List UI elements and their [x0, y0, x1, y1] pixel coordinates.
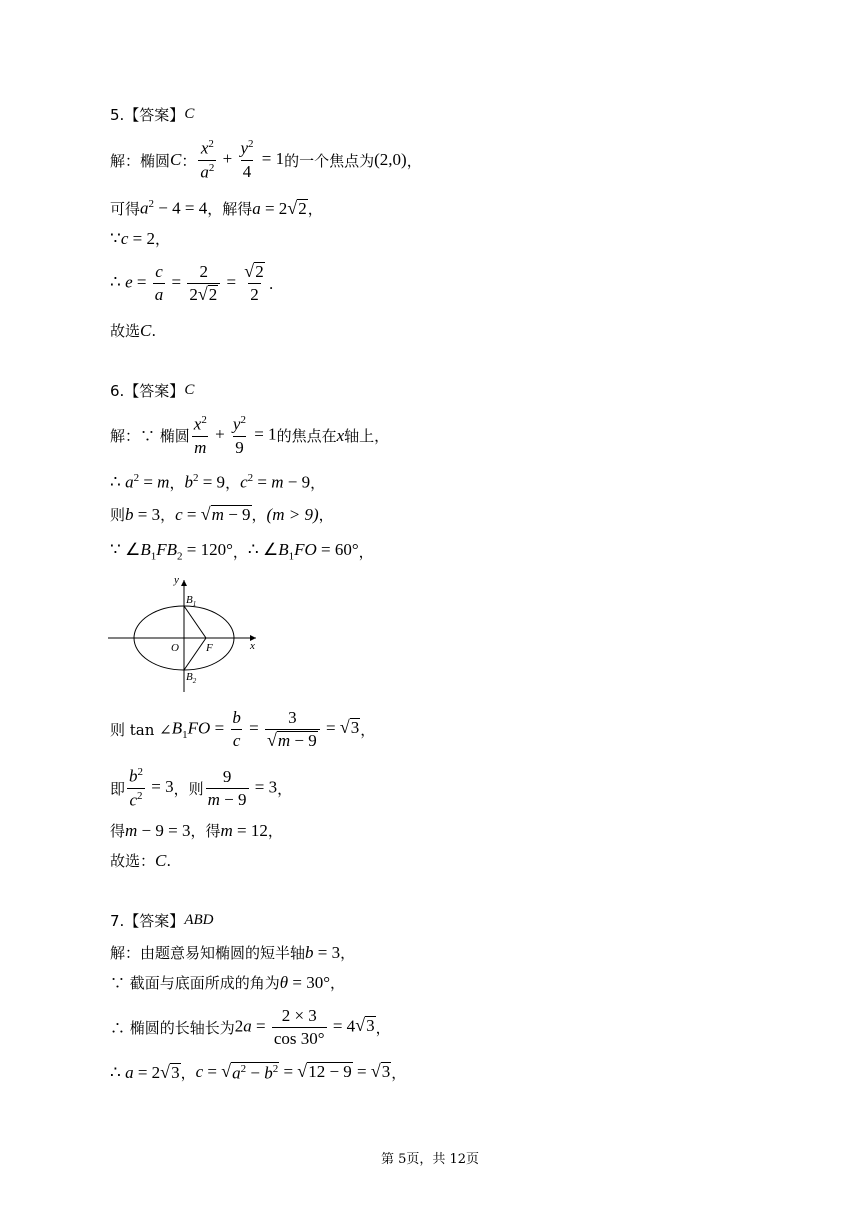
answer-value: C: [184, 382, 195, 398]
text: ，则: [173, 779, 204, 798]
condition: (m > 9): [266, 504, 319, 524]
answer-value: C: [184, 106, 195, 122]
q7-line-1: [110, 942, 355, 963]
q7-heading: [110, 910, 213, 931]
focus-label: F: [206, 642, 213, 654]
choice: C: [140, 320, 152, 340]
answer-label: 5.【答案】: [110, 106, 185, 124]
q5-heading: [110, 104, 194, 125]
answer-label: 6.【答案】: [110, 382, 185, 400]
text: ，: [307, 200, 323, 218]
equation: $\frac{9}{m - 9}$ = 3: [207, 766, 278, 809]
text: 则 tan ∠: [110, 721, 172, 739]
equation: ∵c = 2: [110, 228, 155, 248]
equation: m − 9 = 3: [125, 820, 191, 840]
choice: C: [155, 850, 167, 870]
text: 即: [110, 779, 126, 798]
text: ，: [225, 474, 241, 492]
q6-line-4: [110, 540, 374, 562]
q7-line-2: [110, 972, 345, 993]
text: ，: [251, 506, 267, 524]
segment-f-b2: [184, 638, 206, 670]
q7-line-4: [110, 1062, 406, 1083]
equation: $B_1FO$ = $\frac{b}{c}$ = 3 √ m − 9 = √ 3: [171, 708, 360, 750]
ellipse-name: C: [170, 150, 182, 170]
text: ，: [310, 474, 326, 492]
text: 得: [110, 822, 126, 840]
y-label: y: [174, 574, 179, 586]
q5-line-1: [110, 138, 422, 182]
q5-line-2: [110, 198, 323, 219]
text: ，解得: [207, 200, 253, 218]
text: ，: [318, 506, 334, 524]
text: ，: [267, 822, 283, 840]
text: 解：∵ 椭圆: [110, 427, 190, 446]
equation: $\frac{b^2}{c^2}$ = 3: [129, 766, 174, 810]
q6-line-3: [110, 504, 334, 525]
text: ，: [180, 1064, 196, 1083]
equation: θ = 30°: [279, 972, 331, 992]
b2-label: $B_2$: [186, 671, 197, 685]
q6-heading: [110, 380, 194, 401]
text: 的一个焦点为: [284, 151, 375, 170]
equation: 2a = $\frac{2 \times 3}{\cos 30^\circ}$ = 4 √ 3: [234, 1006, 375, 1048]
q6-line-5: [110, 708, 375, 751]
equation: m = 12: [220, 820, 268, 840]
q5-line-5: [110, 320, 156, 341]
equation: ∵ $\angle B_1FB_2 = 120^\circ$: [110, 540, 233, 563]
text: ，: [154, 230, 170, 248]
q5-line-4: [110, 262, 273, 305]
q7-line-3: [110, 1006, 391, 1049]
q6-line-2: [110, 472, 325, 493]
text: ，: [358, 542, 374, 561]
segment-b1-f: [184, 606, 206, 638]
equation: ∴ a = 2 √ 3: [110, 1061, 180, 1082]
text: 可得: [110, 200, 141, 218]
axis-name: x: [336, 425, 345, 445]
equation: ∴ e = $\frac{c}{a}$ = 2 2 √ 2 = √ 2 2: [110, 261, 264, 304]
ellipse-equation: $\frac{x^2}{m}$ + $\frac{y^2}{9}$ = 1: [193, 414, 277, 457]
b1-label: $B_1$: [186, 594, 197, 608]
text: ，: [340, 944, 356, 962]
text: ，: [277, 779, 293, 798]
text: ，: [391, 1064, 407, 1083]
text: 的焦点在: [276, 427, 337, 446]
text: 轴上，: [344, 427, 390, 446]
equation: c = √ $a^2 - b^2$ = √ 12 − 9 = √ 3: [195, 1061, 391, 1083]
text: 则: [110, 506, 126, 524]
text: ，得: [190, 822, 221, 840]
q5-line-3: [110, 228, 170, 249]
text: ：: [181, 151, 197, 170]
text: .: [151, 321, 157, 340]
text: ，: [375, 1019, 391, 1037]
text: 解：椭圆: [110, 151, 171, 170]
equation: b = 3: [125, 504, 161, 524]
q6-line-8: [110, 850, 171, 871]
equation: ∴ $\angle B_1FO = 60^\circ$: [247, 540, 359, 563]
text: 故选: [110, 322, 141, 340]
answer-label: 7.【答案】: [110, 912, 185, 930]
text: ，: [360, 721, 376, 739]
page-footer: 第 5页，共 12页: [380, 1152, 480, 1167]
focus-point: (2,0): [374, 150, 407, 170]
text: 解：由题意易知椭圆的短半轴: [110, 944, 306, 962]
q6-line-1: [110, 414, 389, 458]
text: ∵ 截面与底面所成的角为: [110, 974, 280, 992]
equation: ∴ $a^2 = m$: [110, 472, 170, 492]
text: .: [166, 851, 172, 870]
equation: b = 3: [305, 942, 341, 962]
ellipse-equation: $\frac{x^2}{a^2}$ + $\frac{y^2}{4}$ = 1: [200, 138, 285, 182]
text: ，: [160, 506, 176, 524]
equation: $b^2 = 9$: [184, 472, 226, 492]
ellipse-figure: [100, 572, 270, 694]
x-label: x: [250, 640, 255, 652]
text: ，: [406, 151, 422, 170]
text: ，: [330, 974, 346, 992]
answer-value: ABD: [184, 912, 214, 928]
equation: c = √ m − 9: [175, 503, 251, 524]
text: ，: [232, 542, 248, 561]
text: ，: [169, 474, 185, 492]
text: 故选：: [110, 852, 156, 870]
origin-label: O: [171, 642, 179, 654]
equation: a = 2 √ 2: [252, 197, 307, 218]
q6-line-6: [110, 766, 292, 810]
text: .: [268, 274, 274, 293]
text: ∴ 椭圆的长轴长为: [110, 1019, 235, 1037]
equation: $a^2 - 4 = 4$: [140, 198, 208, 218]
equation: $c^2 = m - 9$: [240, 472, 311, 492]
q6-line-7: [110, 820, 283, 841]
